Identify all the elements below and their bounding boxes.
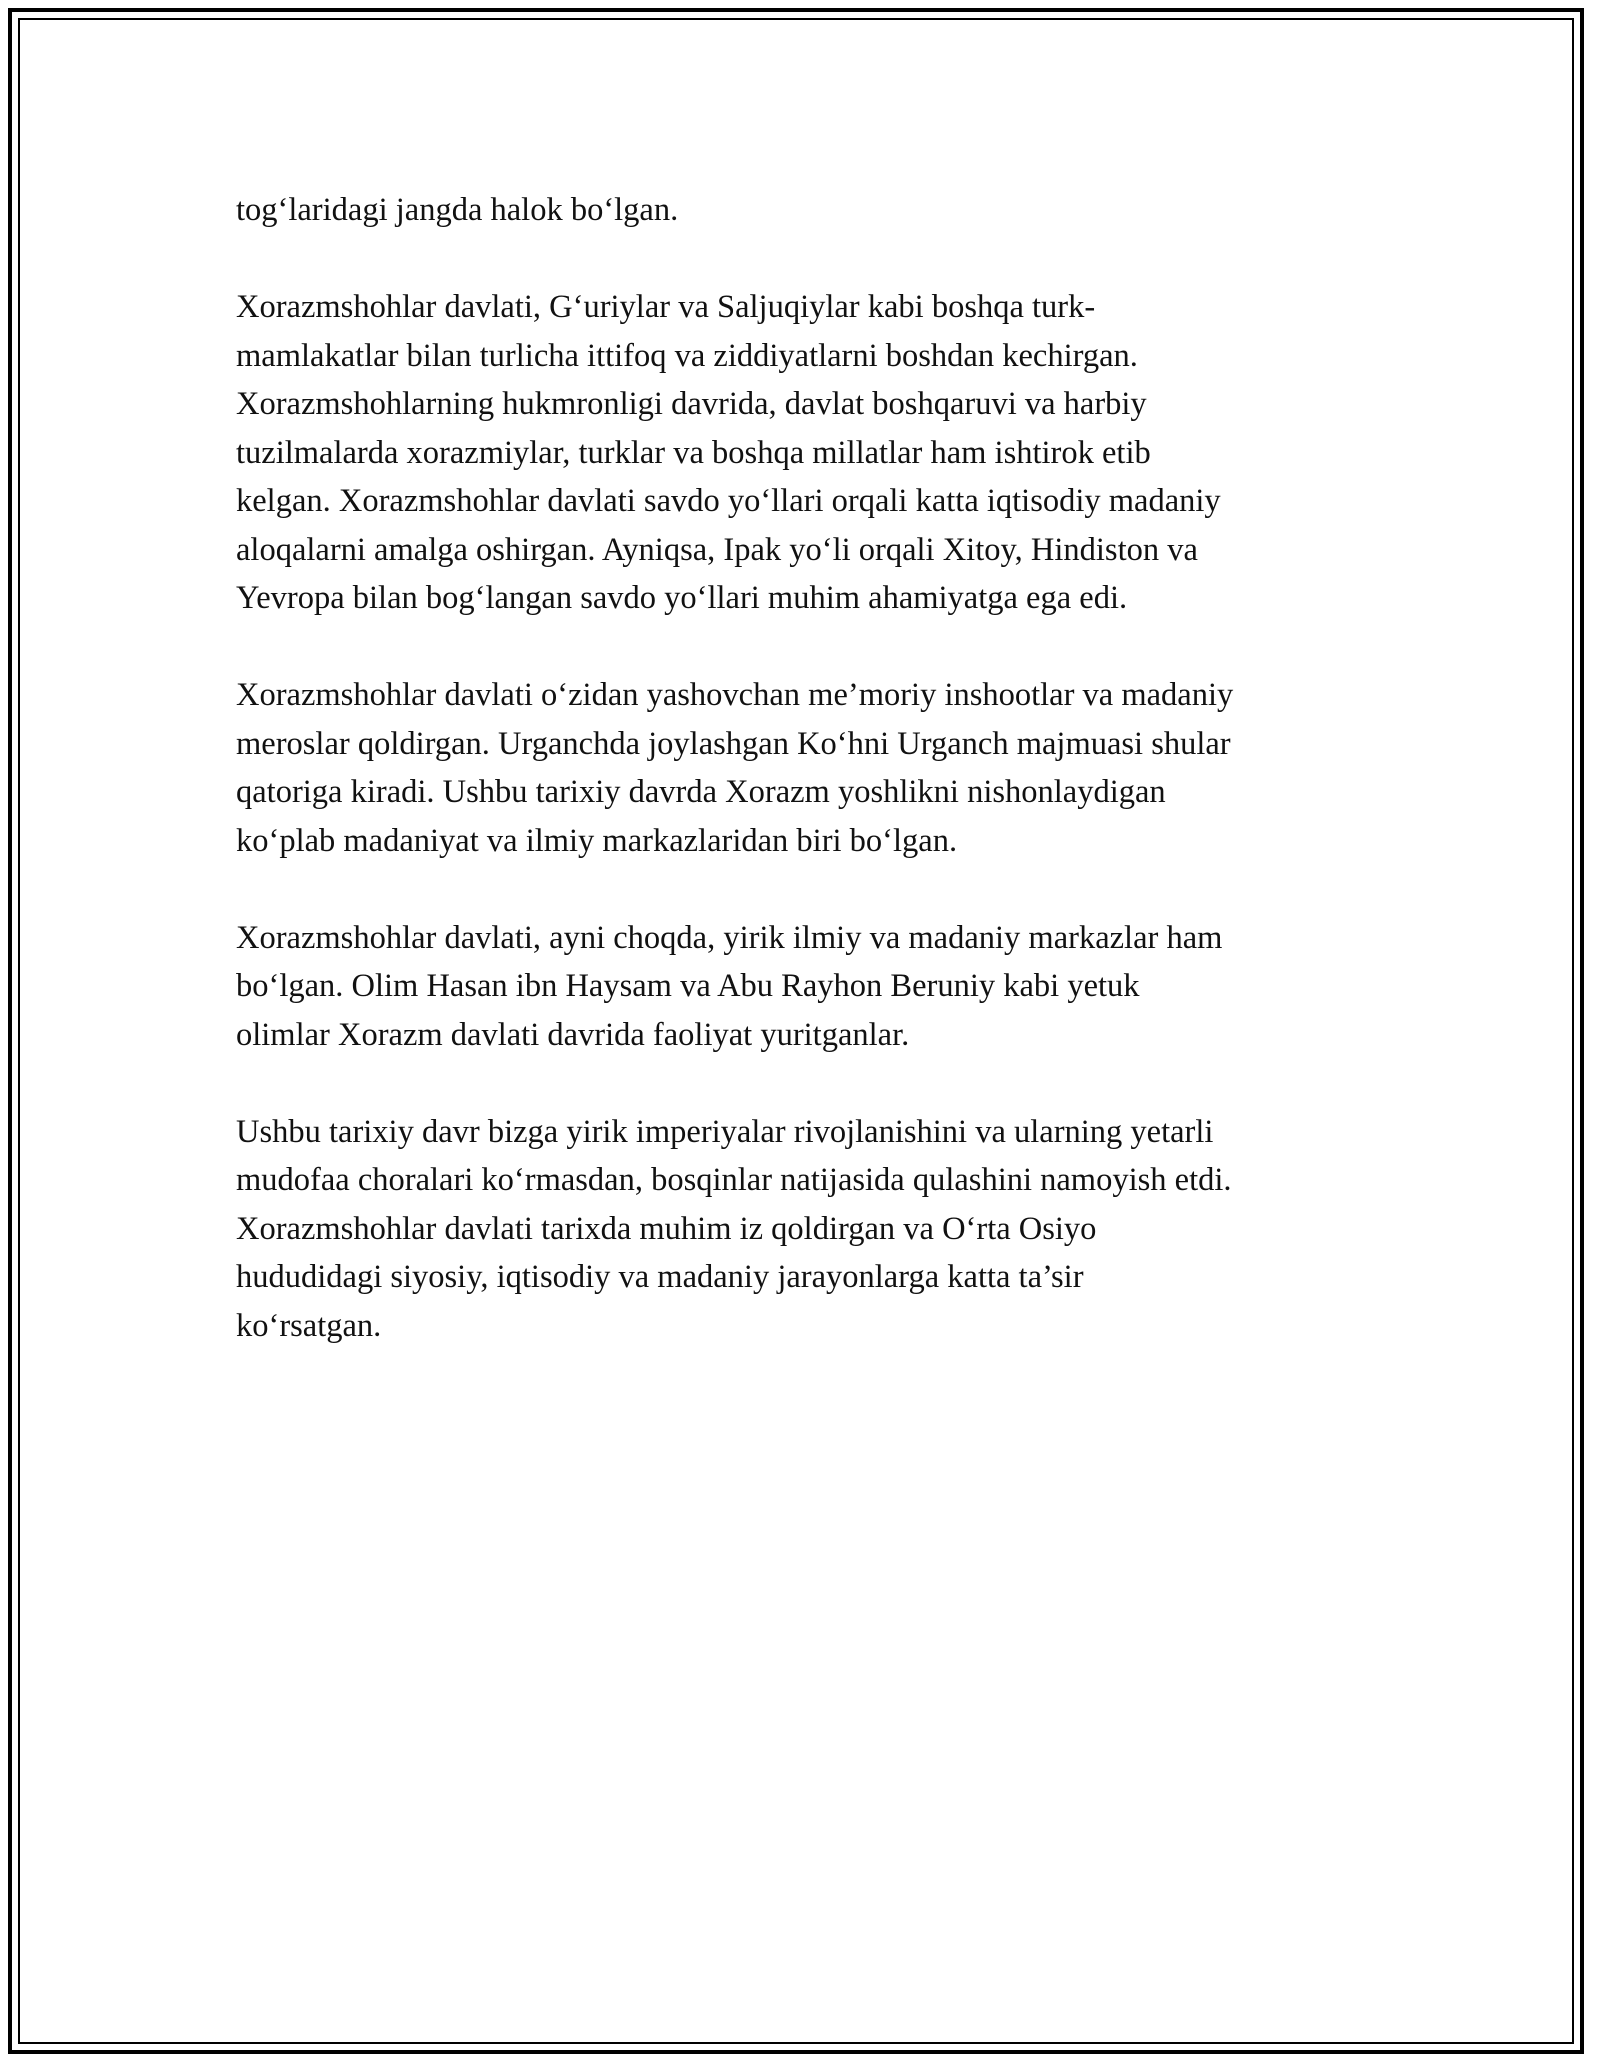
paragraph-4 (236, 914, 1386, 1060)
text-line: tuzilmalarda xorazmiylar, turklar va boshqa millatlar ham ishtirok etib (236, 434, 1151, 471)
paragraph-1 (236, 186, 1386, 235)
text-line: mamlakatlar bilan turlicha ittifoq va ziddiyatlarni boshdan kechirgan. (236, 337, 1138, 374)
text-line: qatoriga kiradi. Ushbu tarixiy davrda Xorazm yoshlikni nishonlaydigan (236, 774, 1166, 810)
document-body (236, 186, 1386, 1399)
text-line: meroslar qoldirgan. Urganchda joylashgan Ko‘hni Urganch majmuasi shular (236, 725, 1231, 762)
text-line: tog‘laridagi jangda halok bo‘lgan. (236, 192, 679, 228)
text-line: Xorazmshohlar davlati, ayni choqda, yirik ilmiy va madaniy markazlar ham (236, 919, 1223, 956)
text-line: Ushbu tarixiy davr bizga yirik imperiyalar rivojlanishini va ularning yetarli (236, 1113, 1214, 1150)
text-line: kelgan. Xorazmshohlar davlati savdo yo‘llari orqali katta iqtisodiy madaniy (236, 483, 1221, 519)
text-line: Xorazmshohlarning hukmronligi davrida, davlat boshqaruvi va harbiy (236, 386, 1147, 422)
paragraph-2 (236, 283, 1386, 623)
paragraph-3 (236, 671, 1386, 865)
text-line: Xorazmshohlar davlati o‘zidan yashovchan me’moriy inshootlar va madaniy (236, 677, 1234, 713)
text-line: bo‘lgan. Olim Hasan ibn Haysam va Abu Rayhon Beruniy kabi yetuk (236, 968, 1140, 1004)
text-line: Xorazmshohlar davlati, G‘uriylar va Saljuqiylar kabi boshqa turk- (236, 289, 1096, 325)
text-line: mudofaa choralari ko‘rmasdan, bosqinlar natijasida qulashini namoyish etdi. (236, 1162, 1232, 1198)
text-line: Yevropa bilan bog‘langan savdo yo‘llari muhim ahamiyatga ega edi. (236, 580, 1128, 616)
text-line: ko‘plab madaniyat va ilmiy markazlaridan biri bo‘lgan. (236, 822, 958, 859)
text-line: hududidagi siyosiy, iqtisodiy va madaniy jarayonlarga katta ta’sir (236, 1259, 1084, 1295)
paragraph-5 (236, 1108, 1386, 1351)
text-line: Xorazmshohlar davlati tarixda muhim iz qoldirgan va O‘rta Osiyo (236, 1210, 1097, 1247)
text-line: aloqalarni amalga oshirgan. Ayniqsa, Ipak yo‘li orqali Xitoy, Hindiston va (236, 531, 1198, 568)
text-line: olimlar Xorazm davlati davrida faoliyat yuritganlar. (236, 1016, 910, 1053)
text-line: ko‘rsatgan. (236, 1307, 382, 1344)
